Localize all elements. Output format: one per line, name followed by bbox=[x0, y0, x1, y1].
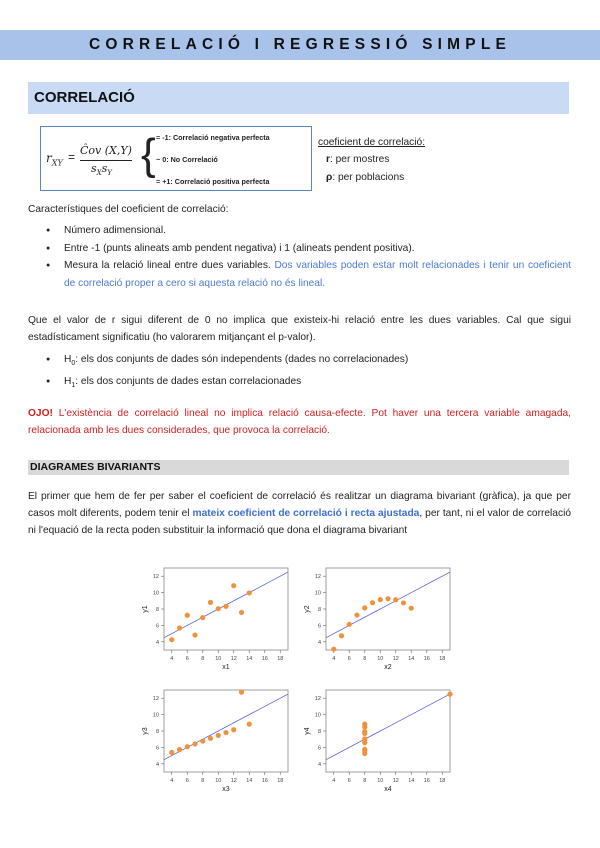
y-axis-label: y4 bbox=[304, 727, 311, 735]
y-tick-label: 10 bbox=[314, 712, 321, 719]
x-tick-label: 4 bbox=[332, 778, 336, 784]
data-point bbox=[200, 615, 205, 620]
y-tick-label: 8 bbox=[317, 729, 321, 735]
x-tick-label: 12 bbox=[392, 656, 399, 662]
data-point bbox=[200, 738, 205, 743]
x-tick-label: 6 bbox=[185, 778, 189, 784]
x-tick-label: 12 bbox=[392, 778, 399, 784]
x-axis-label: x1 bbox=[222, 664, 230, 670]
data-point bbox=[169, 637, 174, 642]
y-tick-label: 12 bbox=[314, 574, 321, 581]
y-tick-label: 6 bbox=[155, 745, 159, 752]
data-point bbox=[216, 733, 221, 738]
data-point bbox=[177, 747, 182, 752]
y-tick-label: 4 bbox=[317, 639, 321, 646]
x-tick-label: 16 bbox=[261, 656, 268, 662]
x-tick-label: 6 bbox=[185, 656, 189, 662]
data-point bbox=[362, 748, 367, 753]
x-tick-label: 18 bbox=[277, 656, 284, 662]
x-tick-label: 4 bbox=[170, 656, 174, 662]
data-point bbox=[354, 612, 359, 617]
y-tick-label: 8 bbox=[155, 729, 159, 735]
data-point bbox=[208, 736, 213, 741]
subsection-title: DIAGRAMES BIVARIANTS bbox=[30, 461, 161, 473]
y-tick-label: 6 bbox=[317, 745, 321, 752]
x-axis-label: x2 bbox=[384, 664, 392, 670]
hypothesis-list bbox=[28, 351, 571, 394]
scatter-plot-3 bbox=[138, 684, 298, 792]
data-point bbox=[385, 596, 390, 601]
x-axis-label: x3 bbox=[222, 786, 230, 792]
x-tick-label: 4 bbox=[170, 778, 174, 784]
x-tick-label: 18 bbox=[439, 656, 446, 662]
formula-case-1: = -1: Correlació negativa perfecta bbox=[156, 133, 270, 142]
x-tick-label: 14 bbox=[408, 778, 415, 784]
x-tick-label: 10 bbox=[215, 778, 222, 784]
y-tick-label: 8 bbox=[317, 607, 321, 613]
page-title: CORRELACIÓ I REGRESSIÓ SIMPLE bbox=[88, 36, 512, 53]
data-point bbox=[447, 692, 452, 697]
plot-frame bbox=[326, 568, 450, 650]
formula-equals: = bbox=[68, 150, 76, 164]
y-tick-label: 6 bbox=[317, 623, 321, 630]
data-point bbox=[239, 690, 244, 695]
data-point bbox=[401, 600, 406, 605]
plot-frame bbox=[164, 568, 288, 650]
coef-r-line: r: per mostres bbox=[326, 154, 390, 165]
y-tick-label: 10 bbox=[152, 590, 159, 597]
y-tick-label: 12 bbox=[314, 696, 321, 703]
data-point bbox=[247, 722, 252, 727]
significance-paragraph: Que el valor de r sigui diferent de 0 no implica que existeix-hi relació entre les dues variables. Cal que sigui estadísticament significatiu (ho valorarem mitjançant el p-valor). bbox=[28, 315, 571, 343]
data-point bbox=[409, 606, 414, 611]
x-tick-label: 16 bbox=[261, 778, 268, 784]
section-title: CORRELACIÓ bbox=[34, 89, 135, 106]
y-tick-label: 4 bbox=[155, 639, 159, 646]
scatter-plot-2 bbox=[300, 562, 460, 670]
x-tick-label: 16 bbox=[423, 656, 430, 662]
x-tick-label: 14 bbox=[408, 656, 415, 662]
x-tick-label: 8 bbox=[363, 656, 367, 662]
data-point bbox=[216, 606, 221, 611]
x-tick-label: 10 bbox=[377, 656, 384, 662]
data-point bbox=[208, 600, 213, 605]
x-tick-label: 10 bbox=[377, 778, 384, 784]
y-tick-label: 12 bbox=[152, 574, 159, 581]
data-point bbox=[362, 738, 367, 743]
list-item: ● $H_1$: els dos conjunts de dades estan correlacionades bbox=[28, 373, 571, 395]
data-point bbox=[223, 730, 228, 735]
characteristics-list bbox=[28, 222, 571, 292]
data-point bbox=[231, 583, 236, 588]
x-tick-label: 8 bbox=[201, 656, 205, 662]
data-point bbox=[192, 632, 197, 637]
x-tick-label: 12 bbox=[230, 656, 237, 662]
y-tick-label: 12 bbox=[152, 696, 159, 703]
data-point bbox=[177, 625, 182, 630]
list-item: ● Entre -1 (punts alineats amb pendent negativa) i 1 (alineats pendent positiva). bbox=[28, 240, 571, 258]
x-tick-label: 6 bbox=[347, 656, 351, 662]
x-tick-label: 10 bbox=[215, 656, 222, 662]
y-tick-label: 6 bbox=[155, 623, 159, 630]
x-tick-label: 18 bbox=[439, 778, 446, 784]
list-item: ● $H_0$: els dos conjunts de dades són independents (dades no correlacionades) bbox=[28, 351, 571, 373]
warning-paragraph: OJO! L'existència de correlació lineal no implica relació causa-efecte. Pot haver una tercera variable amagada, relacionada amb les dues considerades, que provoca la correlació. bbox=[28, 408, 571, 436]
x-tick-label: 18 bbox=[277, 778, 284, 784]
data-point bbox=[362, 729, 367, 734]
characteristics-intro: Característiques del coeficient de correlació: bbox=[28, 204, 229, 215]
formula-lhs: $r_{XY}$ bbox=[46, 151, 63, 168]
data-point bbox=[331, 647, 336, 652]
y-axis-label: y3 bbox=[142, 727, 149, 735]
y-axis-label: y1 bbox=[142, 605, 149, 613]
x-tick-label: 4 bbox=[332, 656, 336, 662]
data-point bbox=[378, 597, 383, 602]
formula-denominator: $s_Xs_Y$ bbox=[91, 162, 112, 178]
y-tick-label: 10 bbox=[152, 712, 159, 719]
data-point bbox=[169, 750, 174, 755]
data-point bbox=[370, 600, 375, 605]
scatter-plot-1 bbox=[138, 562, 298, 670]
data-point bbox=[362, 605, 367, 610]
formula-case-2: ~ 0: No Correlació bbox=[156, 155, 218, 164]
data-point bbox=[247, 590, 252, 595]
data-point bbox=[347, 622, 352, 627]
y-tick-label: 4 bbox=[317, 761, 321, 768]
formula-fraction-line bbox=[80, 160, 132, 161]
plot-frame bbox=[326, 690, 450, 772]
x-tick-label: 6 bbox=[347, 778, 351, 784]
data-point bbox=[231, 727, 236, 732]
data-point bbox=[393, 597, 398, 602]
data-point bbox=[192, 741, 197, 746]
x-tick-label: 12 bbox=[230, 778, 237, 784]
x-tick-label: 14 bbox=[246, 656, 253, 662]
formula-numerator: Ĉov (X,Y) bbox=[80, 144, 132, 157]
x-tick-label: 16 bbox=[423, 778, 430, 784]
y-axis-label: y2 bbox=[304, 605, 311, 613]
formula-brace: { bbox=[141, 130, 156, 179]
coef-rho-line: ρ: per poblacions bbox=[326, 172, 405, 183]
list-item: ● Número adimensional. bbox=[28, 222, 571, 240]
data-point bbox=[185, 744, 190, 749]
x-tick-label: 8 bbox=[363, 778, 367, 784]
data-point bbox=[339, 633, 344, 638]
x-tick-label: 8 bbox=[201, 778, 205, 784]
y-tick-label: 4 bbox=[155, 761, 159, 768]
formula-case-3: = +1: Correlació positiva perfecta bbox=[156, 177, 270, 186]
x-axis-label: x4 bbox=[384, 786, 392, 792]
x-tick-label: 14 bbox=[246, 778, 253, 784]
list-item: ● Mesura la relació lineal entre dues variables. Dos variables poden estar molt relacionades i tenir un coeficient de correlació proper a cero si aquesta relació no és lineal. bbox=[28, 257, 571, 292]
data-point bbox=[223, 604, 228, 609]
y-tick-label: 8 bbox=[155, 607, 159, 613]
data-point bbox=[362, 725, 367, 730]
data-point bbox=[185, 613, 190, 618]
coef-label: coeficient de correlació: bbox=[318, 137, 426, 148]
bivariant-paragraph: El primer que hem de fer per saber el coeficient de correlació és realitzar un diagrama bivariant (gràfica), ja que per casos molt diferents, podem tenir el mateix coeficient de correlació i recta ajustada, per tant, ni el valor de correlació ni l'equació de la recta poden substituir la informació que dona el diagrama bivariant bbox=[28, 491, 571, 536]
scatter-plot-4 bbox=[300, 684, 460, 792]
data-point bbox=[239, 610, 244, 615]
y-tick-label: 10 bbox=[314, 590, 321, 597]
